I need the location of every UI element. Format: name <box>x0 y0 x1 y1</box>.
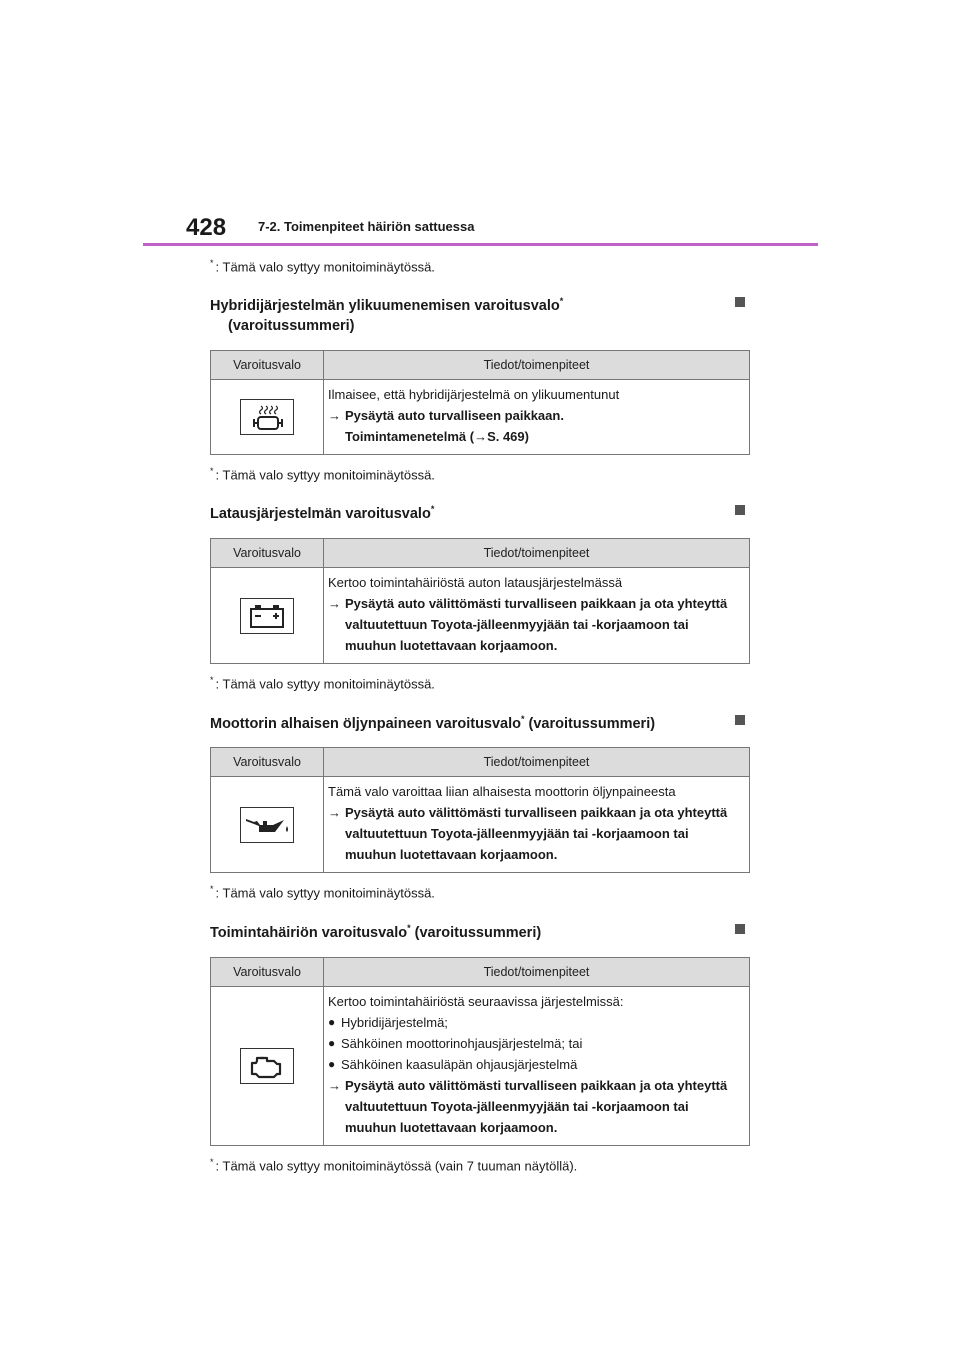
footnote-text: Tämä valo syttyy monitoiminäytössä. <box>222 676 435 692</box>
heading-text-cont: (varoitussummeri) <box>410 924 542 941</box>
footnote: * : Tämä valo syttyy monitoiminäytössä. <box>210 884 435 901</box>
heading-text: Hybridijärjestelmän ylikuumenemisen varoitusvalo <box>210 298 560 315</box>
page-number: 428 <box>186 214 227 241</box>
footnote-marker: * <box>407 922 411 933</box>
column-header-info: Tiedot/toimenpiteet <box>324 351 750 380</box>
description-text: Ilmaisee, että hybridijärjestelmä on ylikuumentunut <box>328 387 620 403</box>
list-item <box>328 1033 743 1054</box>
arrow-icon: → <box>328 408 341 424</box>
arrow-icon: → <box>328 596 341 612</box>
section-heading-charging <box>210 499 750 524</box>
info-cell <box>324 568 750 664</box>
section-heading-malfunction <box>210 918 750 943</box>
action-text <box>328 593 743 656</box>
footnote-marker: * <box>210 1156 214 1167</box>
column-header-light: Varoitusvalo <box>211 748 324 777</box>
page-reference-link[interactable]: S. 469) <box>487 429 529 445</box>
action-body: Pysäytä auto välittömästi turvalliseen paikkaan ja ota yhteyttä valtuutettuun Toyota-jälleenmyyjään tai -korjaamoon tai muuhun luotettavaan korjaamoon. <box>345 805 728 863</box>
action-body: Pysäytä auto välittömästi turvalliseen paikkaan ja ota yhteyttä valtuutettuun Toyota-jälleenmyyjään tai -korjaamoon tai muuhun luotettavaan korjaamoon. <box>345 1077 728 1135</box>
section-square-icon <box>735 505 745 515</box>
list-item <box>328 1012 743 1033</box>
list-item-text: Sähköinen moottorinohjausjärjestelmä; tai <box>341 1035 583 1051</box>
warning-table-overheat <box>210 350 750 455</box>
footnote-marker: * <box>210 466 214 477</box>
section-title: 7-2. Toimenpiteet häiriön sattuessa <box>258 219 475 234</box>
oil-can-icon <box>240 807 294 843</box>
footnote: * : Tämä valo syttyy monitoiminäytössä. <box>210 258 435 275</box>
column-header-info: Tiedot/toimenpiteet <box>324 539 750 568</box>
warning-table-charging <box>210 538 750 664</box>
check-engine-icon <box>240 1048 294 1084</box>
arrow-icon: → <box>328 805 341 821</box>
description-text: Kertoo toimintahäiriöstä seuraavissa järjestelmissä: <box>328 993 624 1009</box>
info-cell <box>324 986 750 1145</box>
warning-table-malfunction <box>210 957 750 1146</box>
bullet-icon: ● <box>328 1056 336 1071</box>
bullet-icon: ● <box>328 1014 336 1029</box>
heading-text: Latausjärjestelmän varoitusvalo <box>210 506 431 523</box>
action-body: Pysäytä auto välittömästi turvalliseen paikkaan ja ota yhteyttä valtuutettuun Toyota-jälleenmyyjään tai -korjaamoon tai muuhun luotettavaan korjaamoon. <box>345 596 728 654</box>
icon-cell <box>211 380 324 455</box>
action-text <box>328 405 743 447</box>
list-item <box>328 1054 743 1075</box>
footnote-text: Tämä valo syttyy monitoiminäytössä. <box>222 467 435 483</box>
arrow-icon: → <box>328 1077 341 1093</box>
action-line: Pysäytä auto turvalliseen paikkaan. <box>345 408 564 424</box>
warning-table-oil-pressure <box>210 747 750 873</box>
footnote-marker: * <box>521 713 525 724</box>
section-square-icon <box>735 924 745 934</box>
icon-cell <box>211 986 324 1145</box>
info-cell <box>324 380 750 455</box>
list-item-text: Hybridijärjestelmä; <box>341 1014 448 1030</box>
column-header-light: Varoitusvalo <box>211 539 324 568</box>
footnote-marker: * <box>430 504 435 515</box>
column-header-info: Tiedot/toimenpiteet <box>324 957 750 986</box>
footnote-last: * : Tämä valo syttyy monitoiminäytössä (vain 7 tuuman näytöllä). <box>210 1156 578 1173</box>
hybrid-overheat-icon <box>240 399 294 435</box>
action-text <box>328 1075 743 1138</box>
column-header-light: Varoitusvalo <box>211 351 324 380</box>
description-text: Tämä valo varoittaa liian alhaisesta moottorin öljynpaineesta <box>328 784 676 800</box>
footnote-text: Tämä valo syttyy monitoiminäytössä (vain 7 tuuman näytöllä). <box>222 1157 578 1173</box>
heading-text: Toimintahäiriön varoitusvalo <box>210 924 408 941</box>
action-body <box>345 405 564 447</box>
footnote-text: Tämä valo syttyy monitoiminäytössä. <box>222 259 435 275</box>
section-square-icon <box>735 297 745 307</box>
list-item-text: Sähköinen kaasuläpän ohjausjärjestelmä <box>341 1056 578 1072</box>
footnote-marker: * <box>210 258 214 268</box>
page-content <box>210 255 750 1190</box>
footnote-text: Tämä valo syttyy monitoiminäytössä. <box>222 885 435 901</box>
column-header-light: Varoitusvalo <box>211 957 324 986</box>
column-header-info: Tiedot/toimenpiteet <box>324 748 750 777</box>
action-text <box>328 802 743 865</box>
description-text: Kertoo toimintahäiriöstä auton latausjärjestelmässä <box>328 575 623 591</box>
bullet-icon: ● <box>328 1035 336 1050</box>
heading-text: Moottorin alhaisen öljynpaineen varoitusvalo <box>210 715 521 732</box>
arrow-icon: → <box>474 429 488 445</box>
header-divider <box>143 243 818 246</box>
action-line: Toimintamenetelmä ( <box>345 429 475 445</box>
footnote-marker: * <box>210 675 214 686</box>
battery-icon <box>240 598 294 634</box>
icon-cell <box>211 777 324 873</box>
footnote-marker: * <box>210 884 214 895</box>
section-heading-overheat <box>210 291 750 336</box>
icon-cell <box>211 568 324 664</box>
section-square-icon <box>735 715 745 725</box>
footnote: * : Tämä valo syttyy monitoiminäytössä. <box>210 675 435 692</box>
heading-text-cont: (varoitussummeri) <box>524 715 656 732</box>
heading-text-cont: (varoitussummeri) <box>228 318 355 335</box>
footnote: * : Tämä valo syttyy monitoiminäytössä. <box>210 466 435 483</box>
footnote-marker: * <box>559 296 564 307</box>
info-cell <box>324 777 750 873</box>
section-heading-oil-pressure <box>210 709 750 734</box>
